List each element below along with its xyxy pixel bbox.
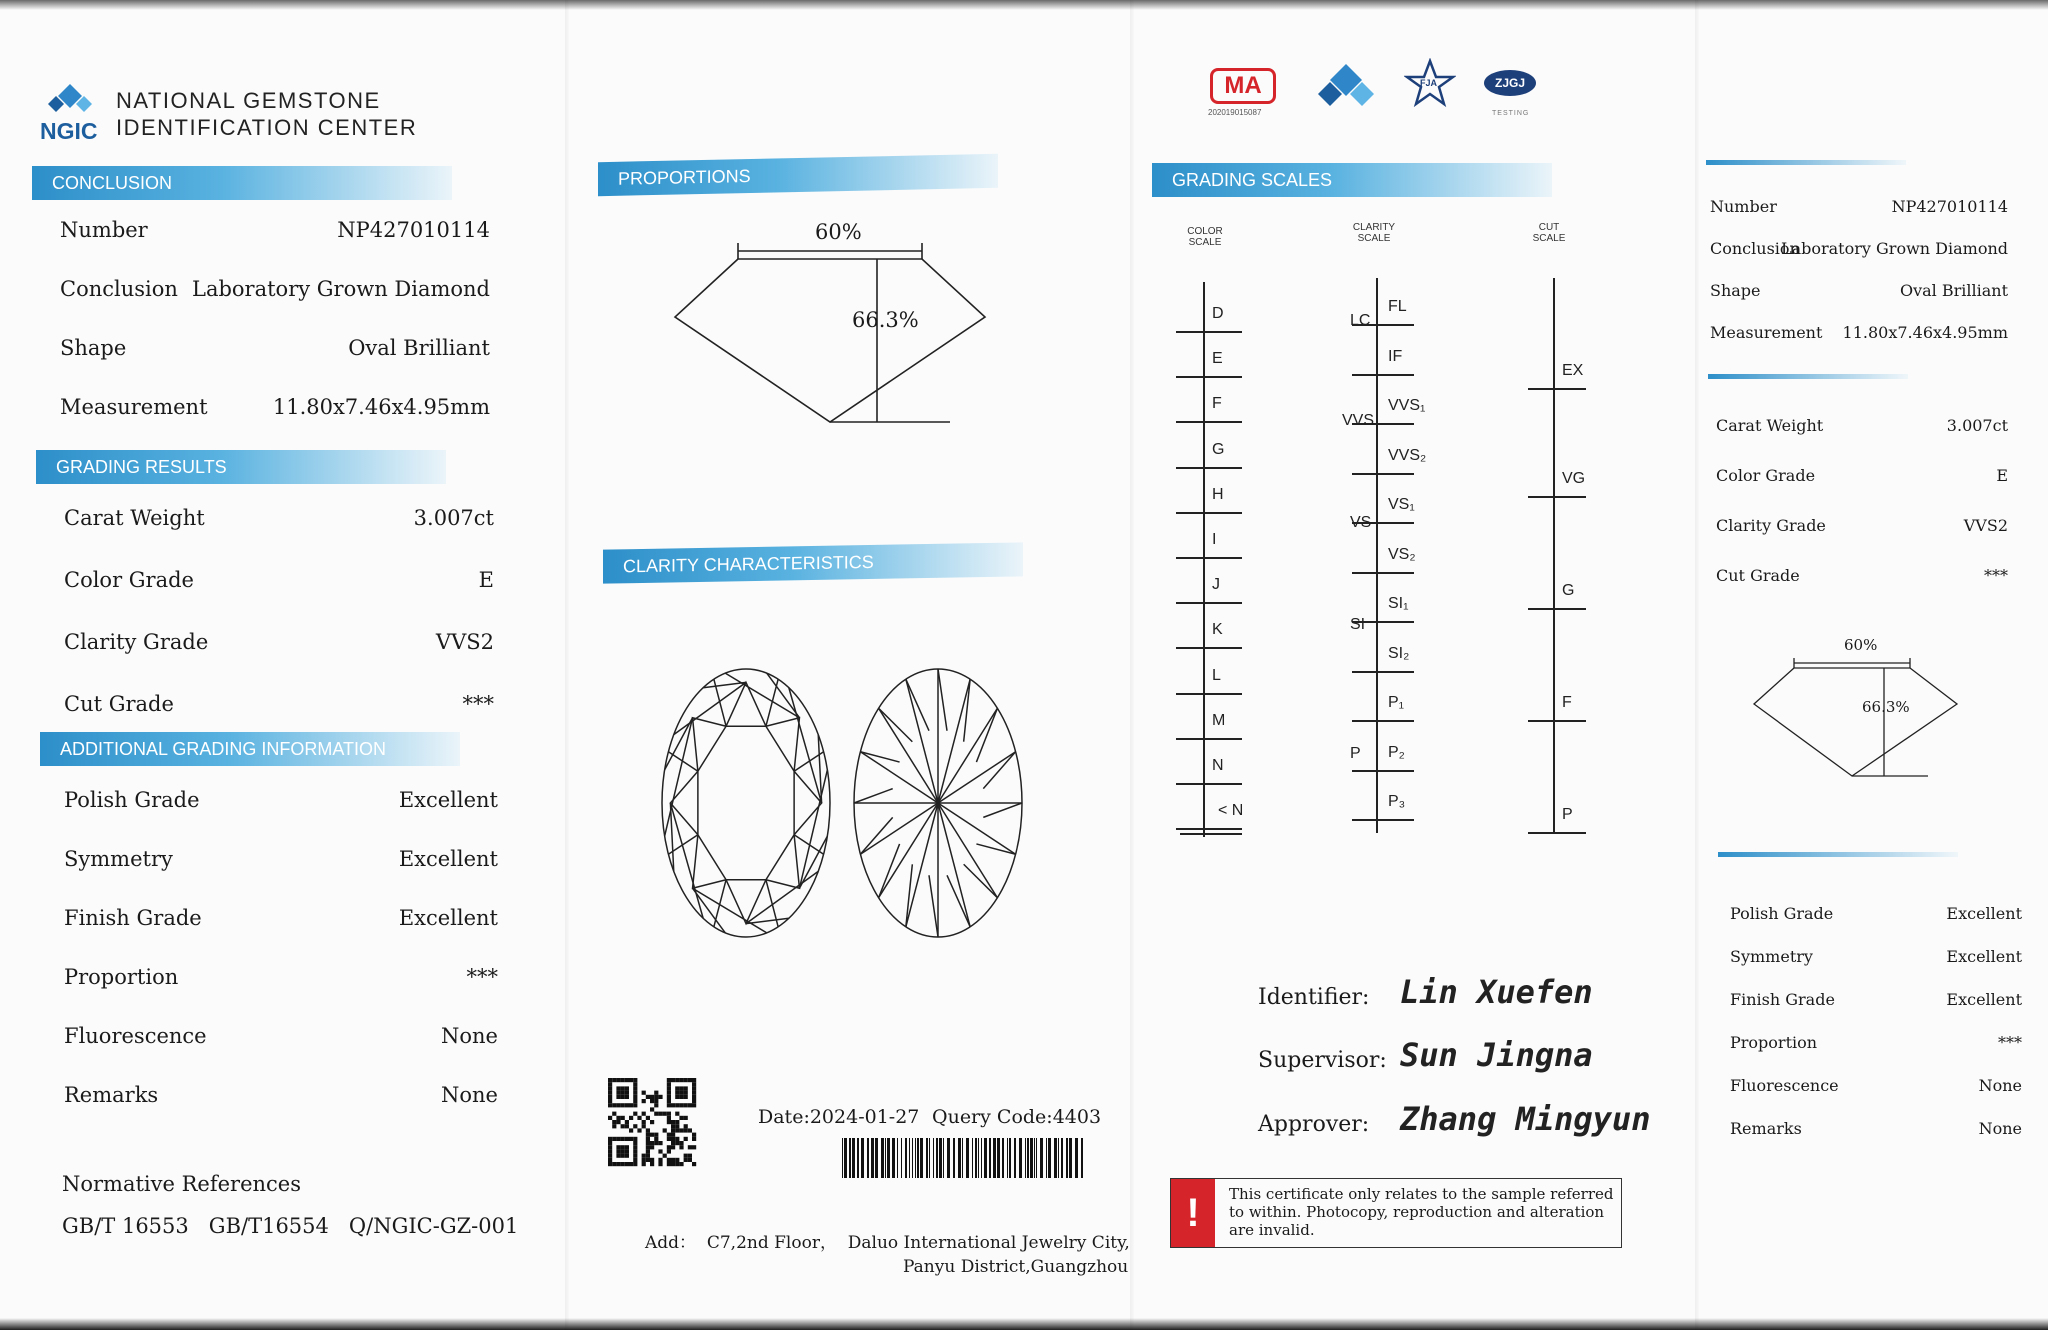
issue-date: Date:2024-01-27 [758,1106,920,1128]
summary-divider [1708,374,1908,379]
color-scale-tick [1176,693,1242,695]
clarity-grade-label: VS₁ [1388,496,1415,513]
color-scale-tick [1176,467,1242,469]
signature-label: Approver: [1258,1112,1370,1137]
address-line1: Add： C7,2nd Floor， Daluo International Jewelry City, [645,1233,1130,1253]
fold-line [1695,0,1699,1330]
field-label: Polish Grade [1730,904,1834,923]
normative-refs: GB/T 16553 GB/T16554 Q/NGIC-GZ-001 [62,1214,519,1238]
field-value: Excellent [1946,990,2022,1009]
clarity-group-label: LC [1350,312,1371,329]
field-value: None [1978,1076,2022,1095]
field-label: Proportion [1730,1033,1818,1052]
field-label: Clarity Grade [1716,516,1826,535]
field-value: Excellent [398,847,498,871]
color-grade-label: E [1212,350,1223,368]
clarity-grade-label: IF [1388,347,1403,365]
cma-number: 202019015087 [1208,108,1262,117]
cut-grade-label: F [1562,694,1572,711]
clarity-grade-label: FL [1388,298,1407,315]
field-value: NP427010114 [1891,197,2008,216]
brand-line1: NATIONAL GEMSTONE [116,88,381,113]
clarity-scale-tick [1352,473,1414,475]
cut-scale-tick [1528,496,1586,498]
field-label: Number [1710,197,1777,216]
field-label: Finish Grade [1730,990,1835,1009]
field-value: *** [462,692,494,716]
brand-line2: IDENTIFICATION CENTER [116,115,418,140]
color-scale-tick [1176,783,1242,785]
field-label: Color Grade [1716,466,1816,485]
clarity-scale-heading: CLARITY SCALE [1352,222,1396,244]
color-scale-tick [1176,557,1242,559]
field-value: Excellent [1946,904,2022,923]
field-label: Measurement [60,395,208,419]
clarity-group-label: VS [1350,514,1372,531]
color-grade-label: K [1212,621,1223,639]
fold-line [1130,0,1134,1330]
clarity-scale-tick [1352,671,1414,673]
notice-box [1170,1178,1622,1248]
color-scale-axis [1203,282,1205,837]
clarity-group-label: SI [1350,616,1366,633]
clarity-scale-tick [1352,374,1414,376]
field-label: Symmetry [64,847,173,871]
cut-grade-label: G [1562,582,1575,599]
color-grade-label: D [1212,305,1224,322]
signature-name: Lin Xuefen [1400,973,1593,1011]
clarity-scale-tick [1352,819,1414,821]
field-label: Measurement [1710,323,1823,342]
clarity-scale-tick [1352,720,1414,722]
field-value: VVS2 [435,630,494,654]
color-scale-tick [1176,602,1242,604]
field-value: None [441,1024,498,1048]
clarity-grade-label: P₂ [1388,743,1405,761]
color-grade-label: M [1212,711,1226,729]
field-label: Fluorescence [1730,1076,1839,1095]
cut-grade-label: P [1562,806,1573,823]
clarity-group-label: P [1350,745,1361,762]
field-label: Conclusion [60,277,178,301]
field-label: Color Grade [64,568,194,592]
summary-divider [1706,160,1906,165]
proportion-depth-label: 66.3% [852,308,919,332]
zjgj-sub: TESTING [1492,110,1530,117]
ngic-mark-icon [1316,62,1376,116]
field-value: Laboratory Grown Diamond [1780,239,2008,258]
fold-line [565,0,569,1330]
signature-name: Sun Jingna [1400,1036,1593,1074]
field-label: Remarks [64,1083,159,1107]
cut-scale-tick [1528,720,1586,722]
field-label: Remarks [1730,1119,1802,1138]
color-grade-label: I [1212,531,1217,548]
field-value: 11.80x7.46x4.95mm [1842,323,2008,342]
field-value: E [1996,466,2008,485]
field-value: *** [466,965,498,989]
additional-info-banner: ADDITIONAL GRADING INFORMATION [40,732,460,766]
field-label: Carat Weight [1716,416,1824,435]
zjgj-logo-icon: ZJGJ [1484,70,1536,96]
address-line2: Panyu District,Guangzhou [903,1257,1129,1277]
color-grade-label: J [1212,576,1220,594]
summary-depth-label: 66.3% [1862,698,1910,716]
color-scale-tick [1176,421,1242,423]
color-scale-tick [1176,376,1242,378]
field-label: Cut Grade [64,692,174,716]
color-grade-label: G [1212,440,1225,458]
qr-code-icon[interactable] [608,1078,698,1178]
notice-text: This certificate only relates to the sample referred to within. Photocopy, reproduction and alteration are invalid. [1229,1185,1614,1239]
paper-bottom-edge [0,1318,2048,1330]
fja-label: FJA [1420,78,1438,88]
field-value: 11.80x7.46x4.95mm [272,395,490,419]
color-grade-label: L [1212,666,1221,684]
conclusion-banner: CONCLUSION [32,166,452,200]
summary-divider [1718,852,1958,857]
field-value: Excellent [1946,947,2022,966]
clarity-grade-label: P₃ [1388,793,1406,810]
proportion-table-label: 60% [815,220,862,244]
warning-icon: ! [1171,1179,1215,1247]
color-scale-tick [1180,833,1242,835]
cut-scale-axis [1553,278,1555,833]
cut-scale-tick [1528,388,1586,390]
field-value: Excellent [398,906,498,930]
cut-grade-label: VG [1562,470,1586,487]
field-value: Laboratory Grown Diamond [192,277,490,301]
field-label: Clarity Grade [64,630,209,654]
field-value: Oval Brilliant [1899,281,2008,300]
clarity-scale-tick [1352,572,1414,574]
query-code: Query Code:4403 [932,1106,1102,1128]
clarity-grade-label: VVS₁ [1388,397,1426,414]
field-value: NP427010114 [337,218,490,242]
cma-logo-icon: MA [1210,68,1276,104]
clarity-grade-label: VVS₂ [1388,446,1427,464]
field-value: None [1978,1119,2022,1138]
clarity-grade-label: P₁ [1388,694,1405,711]
barcode-icon [842,1138,1084,1180]
clarity-grade-label: SI₁ [1388,595,1409,612]
field-label: Number [60,218,148,242]
normative-title: Normative References [62,1172,302,1196]
field-value: *** [1998,1033,2022,1052]
clarity-group-label: VVS [1342,412,1375,429]
clarity-banner: CLARITY CHARACTERISTICS [603,542,1023,583]
color-grade-label: N [1212,757,1224,774]
cut-scale-tick [1528,608,1586,610]
proportions-banner: PROPORTIONS [598,154,998,196]
field-label: Shape [60,336,127,360]
color-grade-label: < N [1218,802,1244,820]
color-scale-tick [1176,512,1242,514]
clarity-grade-label: VS₂ [1388,545,1416,563]
field-value: 3.007ct [1946,416,2008,435]
field-label: Finish Grade [64,906,202,930]
field-label: Conclusion [1710,239,1800,258]
ngic-logo-icon [44,82,96,122]
color-scale-tick [1176,331,1242,333]
field-value: *** [1984,566,2008,585]
grading-results-banner: GRADING RESULTS [36,450,446,484]
clarity-scale-axis [1376,278,1378,833]
signature-name: Zhang Mingyun [1400,1100,1651,1138]
grading-scales-banner: GRADING SCALES [1152,163,1552,197]
color-scale-heading: COLOR SCALE [1187,226,1223,248]
field-value: None [441,1083,498,1107]
field-value: Oval Brilliant [348,336,490,360]
field-label: Cut Grade [1716,566,1800,585]
field-label: Proportion [64,965,179,989]
summary-proportion-diagram [1752,648,1962,780]
color-grade-label: F [1212,395,1222,413]
color-scale-tick [1176,738,1242,740]
clarity-scale-tick [1352,770,1414,772]
field-label: Fluorescence [64,1024,207,1048]
color-scale-tick [1176,828,1242,830]
field-value: Excellent [398,788,498,812]
field-label: Carat Weight [64,506,205,530]
brand-abbr: NGIC [40,118,98,144]
signature-label: Supervisor: [1258,1048,1387,1073]
field-value: 3.007ct [413,506,494,530]
signature-label: Identifier: [1258,985,1370,1010]
field-label: Polish Grade [64,788,200,812]
field-label: Symmetry [1730,947,1813,966]
paper-top-edge [0,0,2048,10]
cut-scale-heading: CUT SCALE [1532,222,1566,244]
proportion-diagram [660,225,1000,435]
color-scale-tick [1176,647,1242,649]
field-label: Shape [1710,281,1761,300]
color-grade-label: H [1212,485,1224,503]
clarity-plot-diagram [660,665,1040,945]
clarity-grade-label: SI₂ [1388,644,1410,662]
cut-scale-tick [1528,832,1586,834]
summary-table-label: 60% [1844,636,1878,654]
field-value: VVS2 [1963,516,2008,535]
field-value: E [478,568,494,592]
cut-grade-label: EX [1562,362,1584,379]
